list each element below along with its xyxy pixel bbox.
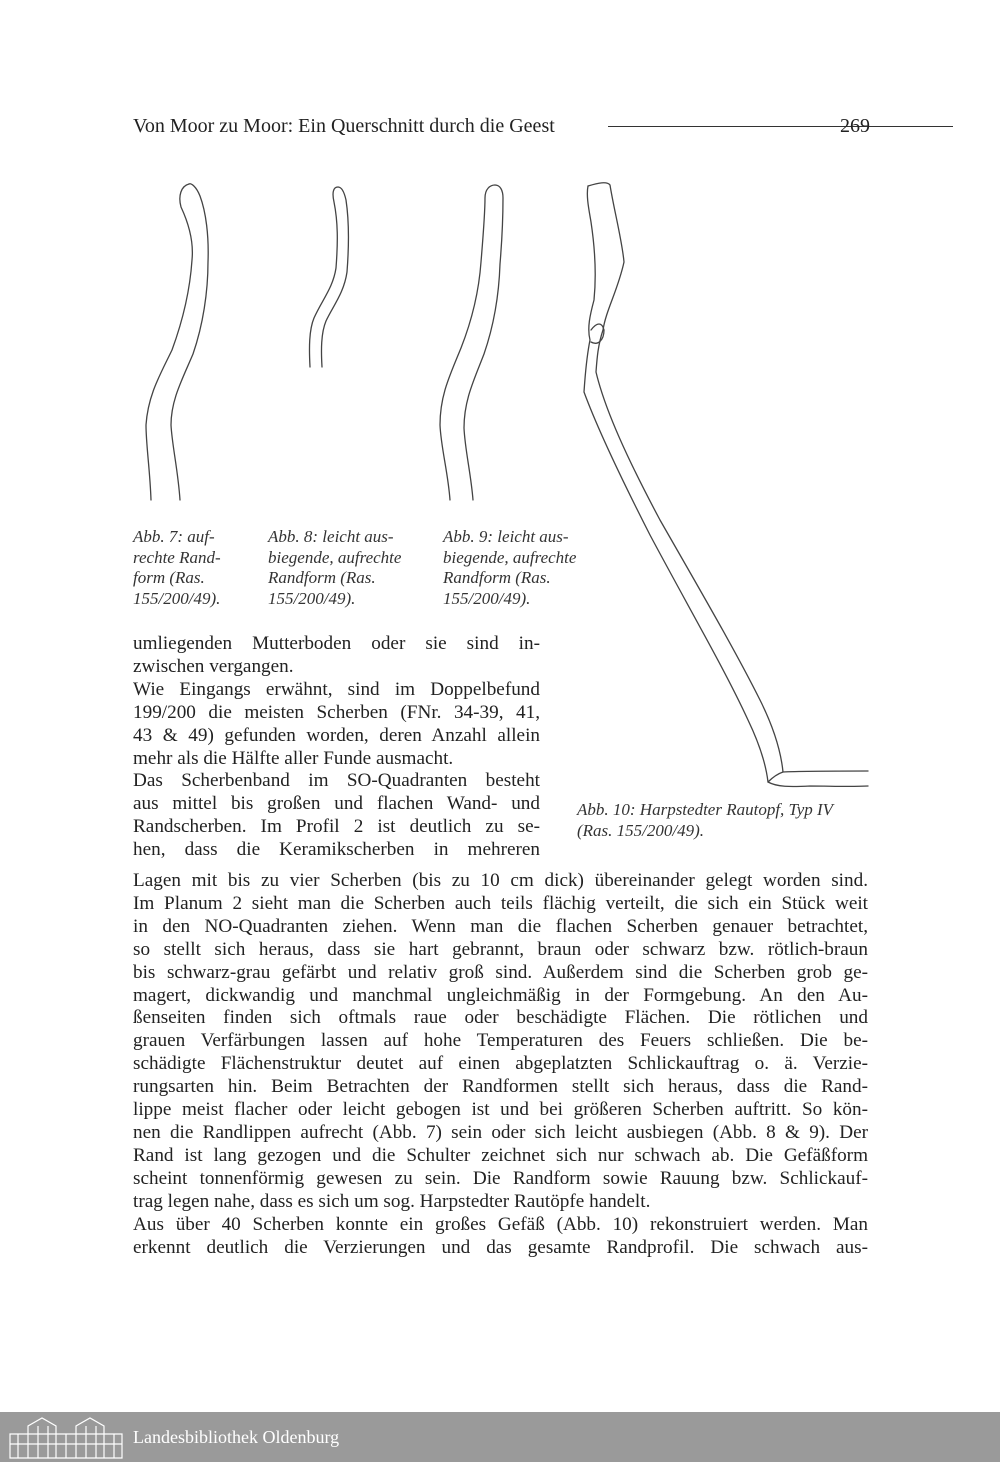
body-text-full	[133, 870, 868, 1259]
fig10-caption-line: Abb. 10: Harpstedter Rautopf, Typ IV	[577, 800, 834, 819]
text-line: aus mittel bis großen und flachen Wand- und	[133, 793, 540, 815]
text-line: erkennt deutlich die Verzierungen und das gesamte Randprofil. Die schwach aus-	[133, 1236, 868, 1258]
text-line: rungsarten hin. Beim Betrachten der Randformen stellt sich heraus, dass die Rand-	[133, 1076, 868, 1098]
fig10-caption-line: (Ras. 155/200/49).	[577, 820, 705, 840]
fig9-rim-profile-drawing	[440, 185, 503, 500]
text-line: Wie Eingangs erwähnt, sind im Doppelbefund	[133, 678, 540, 700]
fig9-caption	[443, 527, 576, 609]
text-line: 43 & 49) gefunden worden, deren Anzahl allein	[133, 724, 540, 746]
text-line: Rand ist lang gezogen und die Schulter zeichnet sich nur schwach ab. Die Gefäßform	[133, 1144, 868, 1166]
fig9-caption-line: Abb. 9: leicht aus-	[443, 527, 569, 546]
fig7-caption-line: 155/200/49).	[133, 588, 221, 608]
library-building-icon	[8, 1414, 124, 1460]
body-text-column	[133, 633, 540, 862]
fig10-vessel-profile-drawing	[584, 183, 868, 787]
fig10-caption	[577, 800, 833, 841]
text-line: zwischen vergangen.	[133, 655, 294, 677]
text-line: Randscherben. Im Profil 2 ist deutlich zu se-	[133, 816, 540, 838]
text-line: Das Scherbenband im SO-Quadranten besteht	[133, 770, 540, 792]
text-line: in den NO-Quadranten ziehen. Wenn man die flachen Scherben genauer betrachtet,	[133, 915, 868, 937]
fig8-caption-line: Randform (Ras.	[268, 568, 376, 587]
footer-bar	[0, 1412, 1000, 1462]
text-line: so stellt sich heraus, dass sie hart gebrannt, braun oder schwarz bzw. rötlich-braun	[133, 938, 868, 960]
fig7-caption-line: Abb. 7: auf-	[133, 527, 215, 546]
fig8-caption-line: biegende, aufrechte	[268, 547, 402, 567]
page-number: 269	[840, 115, 870, 137]
text-line: Aus über 40 Scherben konnte ein großes Gefäß (Abb. 10) rekonstruiert werden. Man	[133, 1213, 868, 1235]
fig8-caption	[268, 527, 401, 609]
fig8-rim-profile-drawing	[309, 187, 348, 367]
text-line: grauen Verfärbungen lassen auf hohe Temperaturen des Feuers schließen. Die be-	[133, 1030, 868, 1052]
fig9-caption-line: 155/200/49).	[443, 588, 531, 608]
fig8-caption-line: Abb. 8: leicht aus-	[268, 527, 394, 546]
text-line: trag legen nahe, dass es sich um sog. Harpstedter Rautöpfe handelt.	[133, 1190, 651, 1212]
text-line: Lagen mit bis zu vier Scherben (bis zu 10 cm dick) übereinander gelegt worden sind.	[133, 870, 868, 891]
fig7-caption-line: form (Ras.	[133, 568, 205, 587]
text-line: ßenseiten finden sich oftmals raue oder beschädigte Flächen. Die rötlichen und	[133, 1007, 868, 1029]
text-line: hen, dass die Keramikscherben in mehreren	[133, 839, 540, 861]
text-line: Im Planum 2 sieht man die Scherben auch teils flächig verteilt, die sich ein Stück weit	[133, 892, 868, 914]
fig9-caption-line: Randform (Ras.	[443, 568, 551, 587]
text-line: umliegenden Mutterboden oder sie sind in-	[133, 633, 540, 654]
fig8-caption-line: 155/200/49).	[268, 588, 356, 608]
text-line: 199/200 die meisten Scherben (FNr. 34-39, 41,	[133, 701, 540, 723]
text-line: bis schwarz-grau gefärbt und relativ groß sind. Außerdem sind die Scherben grob ge-	[133, 961, 868, 983]
library-name: Landesbibliothek Oldenburg	[133, 1427, 340, 1447]
text-line: mehr als die Hälfte aller Funde ausmacht.	[133, 747, 454, 769]
fig7-rim-profile-drawing	[146, 184, 208, 500]
fig9-caption-line: biegende, aufrechte	[443, 547, 577, 567]
text-line: schädigte Flächenstruktur deutet auf einen abgeplatzten Schlickauftrag o. ä. Verzie-	[133, 1053, 868, 1075]
text-line: nen die Randlippen aufrecht (Abb. 7) sein oder sich leicht ausbiegen (Abb. 8 & 9). Der	[133, 1121, 868, 1143]
fig7-caption	[133, 527, 221, 609]
fig7-caption-line: rechte Rand-	[133, 547, 221, 567]
text-line: lippe meist flacher oder leicht gebogen ist und bei größeren Scherben auftritt. So kön-	[133, 1099, 868, 1121]
text-line: scheint tonnenförmig gewesen zu sein. Die Randform sowie Rauung bzw. Schlickauf-	[133, 1167, 868, 1189]
text-line: magert, dickwandig und manchmal ungleichmäßig in der Formgebung. An den Au-	[133, 984, 868, 1006]
running-title: Von Moor zu Moor: Ein Querschnitt durch die Geest	[133, 115, 555, 137]
